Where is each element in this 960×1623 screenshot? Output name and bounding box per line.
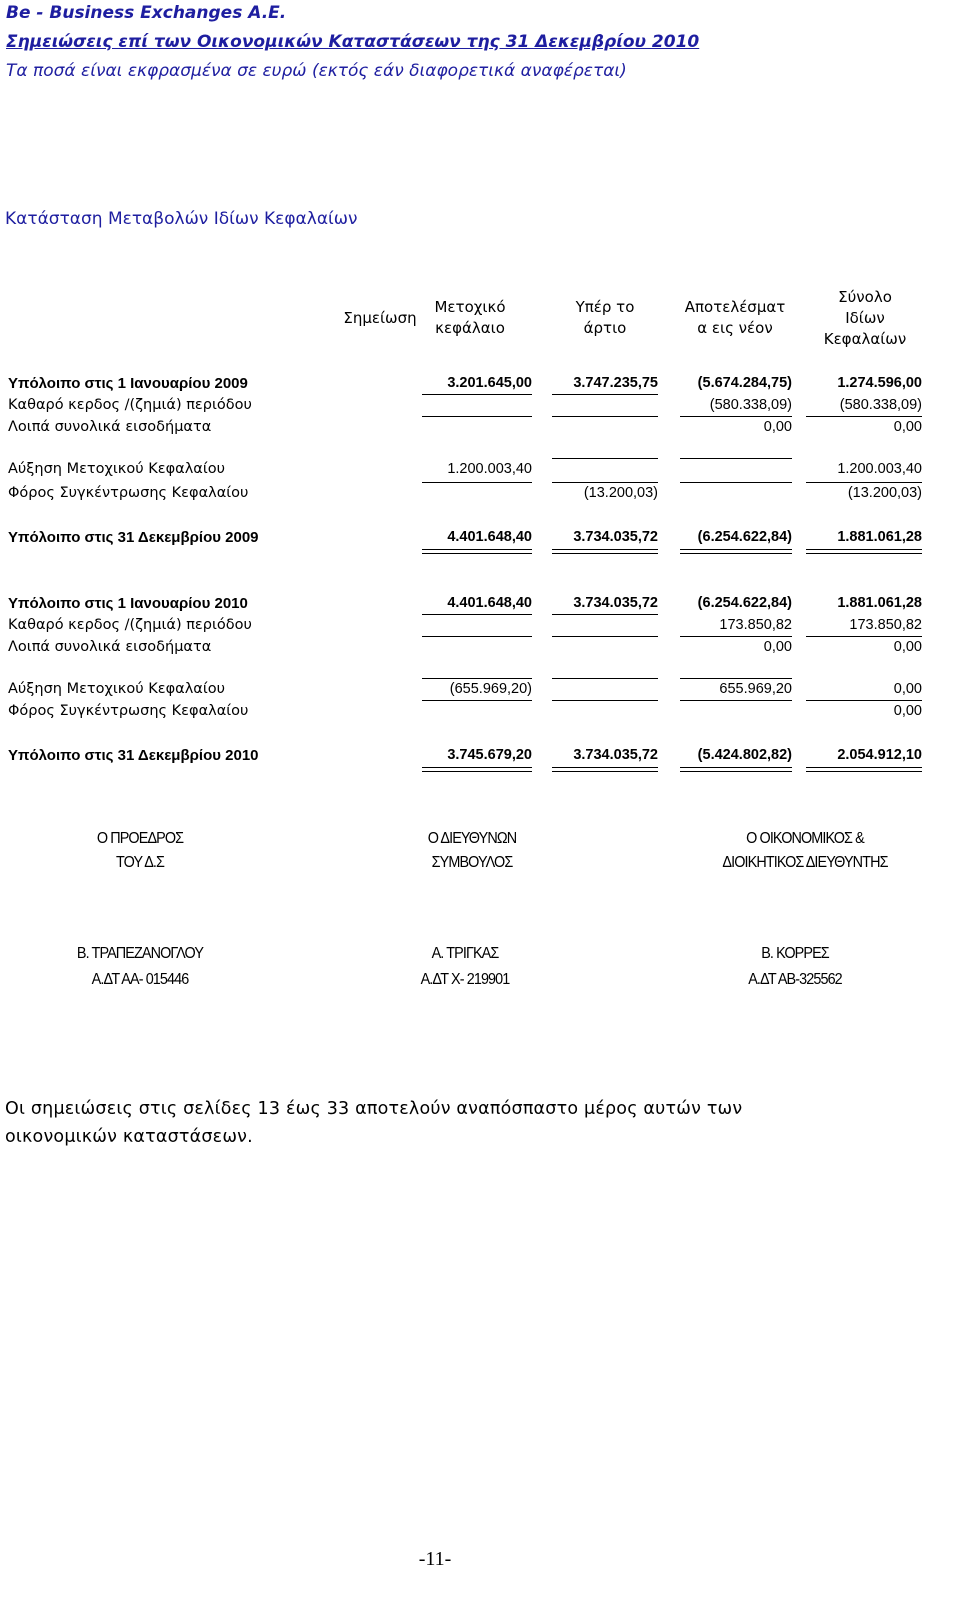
total-double-rule <box>552 549 658 554</box>
row-value: (5.674.284,75) <box>697 375 792 391</box>
column-rule <box>552 678 658 679</box>
column-rule <box>552 482 658 483</box>
total-double-rule <box>806 549 922 554</box>
column-rule <box>680 482 792 483</box>
column-rule <box>806 416 922 417</box>
column-rule <box>552 458 658 459</box>
column-rule <box>552 614 658 615</box>
row-value: 3.201.645,00 <box>447 375 532 391</box>
column-rule <box>422 636 532 637</box>
row-value: 4.401.648,40 <box>447 529 532 545</box>
row-label: Καθαρό κερδος /(ζημιά) περιόδου <box>8 397 252 413</box>
signature-name-chairman: Β. ΤΡΑΠΕΖΑΝΟΓΛΟΥ Α.ΔΤ ΑΑ- 015446 <box>76 945 204 988</box>
row-value: 0,00 <box>893 681 922 697</box>
currency-note: Τα ποσά είναι εκφρασμένα σε ευρώ (εκτός εάν διαφορετικά αναφέρεται) <box>6 61 627 81</box>
column-rule <box>422 416 532 417</box>
row-value: (6.254.622,84) <box>697 529 792 545</box>
total-double-rule <box>680 549 792 554</box>
col-total-header: Σύνολο Ιδίων Κεφαλαίων <box>823 288 907 348</box>
column-rule <box>552 700 658 701</box>
row-value: 1.881.061,28 <box>837 529 922 545</box>
row-value: 655.969,20 <box>719 681 792 697</box>
column-rule <box>680 678 792 679</box>
column-rule <box>552 416 658 417</box>
row-value: 1.200.003,40 <box>837 461 922 477</box>
row-value: 0,00 <box>893 419 922 435</box>
row-value: (655.969,20) <box>449 681 532 697</box>
row-value: 0,00 <box>763 419 792 435</box>
row-value: 3.745.679,20 <box>447 747 532 763</box>
signature-title-ceo: Ο ΔΙΕΥΘΥΝΩΝ ΣΥΜΒΟΥΛΟΣ <box>427 830 517 871</box>
row-value: 3.747.235,75 <box>573 375 658 391</box>
section-title: Κατάσταση Μεταβολών Ιδίων Κεφαλαίων <box>5 209 358 229</box>
page-number: -11- <box>418 1548 452 1570</box>
row-value: 173.850,82 <box>719 617 792 633</box>
row-label: Υπόλοιπο στις 1 Ιανουαρίου 2009 <box>8 375 248 392</box>
row-label: Λοιπά συνολικά εισοδήματα <box>8 419 212 435</box>
row-value: (13.200,03) <box>847 485 922 501</box>
row-value: 1.274.596,00 <box>837 375 922 391</box>
footer-note: Οι σημειώσεις στις σελίδες 13 έως 33 αποτελούν αναπόσπαστο μέρος αυτών των οικονομικών καταστάσεων. <box>5 1099 743 1147</box>
total-double-rule <box>806 767 922 772</box>
column-rule <box>552 394 658 395</box>
column-rule <box>680 458 792 459</box>
column-rule <box>552 636 658 637</box>
row-value: 3.734.035,72 <box>573 595 658 611</box>
row-label: Αύξηση Μετοχικού Κεφαλαίου <box>8 461 225 477</box>
col-share-capital-header: Μετοχικό κεφάλαιο <box>434 298 506 337</box>
row-label: Υπόλοιπο στις 31 Δεκεμβρίου 2009 <box>8 529 259 546</box>
column-rule <box>422 482 532 483</box>
row-value: 4.401.648,40 <box>447 595 532 611</box>
row-label: Φόρος Συγκέντρωσης Κεφαλαίου <box>8 703 249 719</box>
row-label: Καθαρό κερδος /(ζημιά) περιόδου <box>8 617 252 633</box>
column-rule <box>680 636 792 637</box>
column-rule <box>806 482 922 483</box>
col-share-premium-header: Υπέρ το άρτιο <box>575 298 635 337</box>
row-value: 0,00 <box>893 703 922 719</box>
row-label: Φόρος Συγκέντρωσης Κεφαλαίου <box>8 485 249 501</box>
column-rule <box>680 416 792 417</box>
signature-name-cfo: Β. ΚΟΡΡΕΣ Α.ΔΤ ΑΒ-325562 <box>748 945 842 988</box>
col-note-header: Σημείωση <box>343 309 417 327</box>
column-rule <box>806 636 922 637</box>
document-subtitle: Σημειώσεις επί των Οικονομικών Καταστάσεων της 31 Δεκεμβρίου 2010 <box>6 32 700 52</box>
total-double-rule <box>680 767 792 772</box>
row-label: Υπόλοιπο στις 1 Ιανουαρίου 2010 <box>8 595 248 612</box>
signature-title-chairman: Ο ΠΡΟΕΔΡΟΣ ΤΟΥ Δ.Σ <box>96 830 184 871</box>
column-rule <box>422 614 532 615</box>
row-value: (580.338,09) <box>839 397 922 413</box>
row-value: 1.200.003,40 <box>447 461 532 477</box>
row-value: (6.254.622,84) <box>697 595 792 611</box>
row-value: 173.850,82 <box>849 617 922 633</box>
row-label: Αύξηση Μετοχικού Κεφαλαίου <box>8 681 225 697</box>
signature-name-ceo: Α. ΤΡΙΓΚΑΣ Α.ΔΤ Χ- 219901 <box>420 945 510 988</box>
total-double-rule <box>552 767 658 772</box>
row-value: 0,00 <box>763 639 792 655</box>
row-label: Λοιπά συνολικά εισοδήματα <box>8 639 212 655</box>
row-value: (580.338,09) <box>709 397 792 413</box>
row-value: 3.734.035,72 <box>573 529 658 545</box>
row-value: (13.200,03) <box>583 485 658 501</box>
row-label: Υπόλοιπο στις 31 Δεκεμβρίου 2010 <box>8 747 259 764</box>
column-rule <box>422 700 532 701</box>
row-value: (5.424.802,82) <box>697 747 792 763</box>
row-value: 1.881.061,28 <box>837 595 922 611</box>
total-double-rule <box>422 767 532 772</box>
signature-title-cfo: Ο ΟΙΚΟΝΟΜΙΚΟΣ & ΔΙΟΙΚΗΤΙΚΟΣ ΔΙΕΥΘΥΝΤΗΣ <box>722 830 888 871</box>
row-value: 2.054.912,10 <box>837 747 922 763</box>
company-name: Be - Business Exchanges A.E. <box>6 3 287 23</box>
total-double-rule <box>422 549 532 554</box>
column-rule <box>680 700 792 701</box>
row-value: 3.734.035,72 <box>573 747 658 763</box>
column-rule <box>806 700 922 701</box>
column-rule <box>422 394 532 395</box>
col-retained-header: Αποτελέσματ α εις νέον <box>684 298 786 337</box>
row-value: 0,00 <box>893 639 922 655</box>
column-rule <box>422 678 532 679</box>
